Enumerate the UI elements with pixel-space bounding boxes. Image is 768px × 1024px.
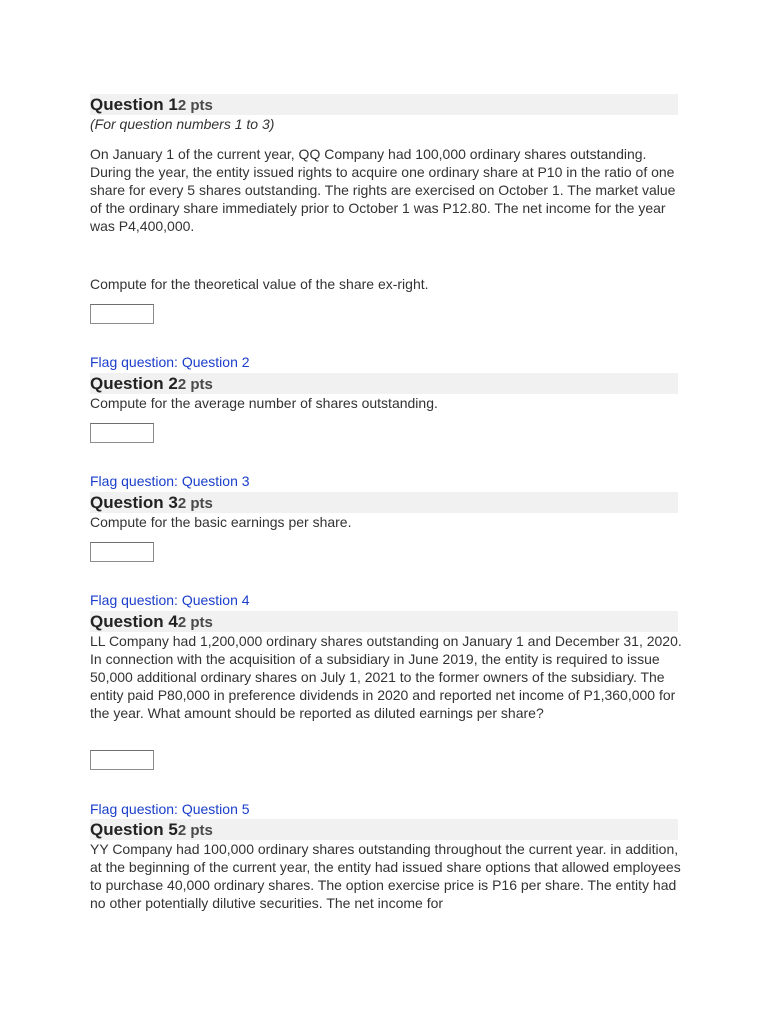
question-label: Question <box>90 820 169 839</box>
flag-question-3-link[interactable]: Flag question: Question 3 <box>90 473 250 489</box>
question-label: Question <box>90 95 169 114</box>
question-2-answer-input[interactable] <box>90 423 154 443</box>
question-points: 2 pts <box>177 376 213 393</box>
question-number: 2 <box>168 374 178 393</box>
question-points: 2 pts <box>177 822 213 839</box>
question-label: Question <box>90 612 169 631</box>
question-number: 1 <box>168 95 178 114</box>
flag-question-4-link[interactable]: Flag question: Question 4 <box>90 592 250 608</box>
question-4-header <box>90 611 678 632</box>
question-points: 2 pts <box>177 97 213 114</box>
question-1-header <box>90 94 678 115</box>
question-5-header <box>90 819 678 840</box>
question-1-text: On January 1 of the current year, QQ Company had 100,000 ordinary shares outstanding. During the year, the entity issued rights to acquire one ordinary share at P10 in the ratio of one share for every 5 shares outstanding. The rights are exercised on October 1. The market value of the ordinary share immediately prior to October 1 was P12.80. The net income for the year was P4,400,000. <box>90 146 676 234</box>
question-1-answer-input[interactable] <box>90 304 154 324</box>
question-label: Question <box>90 493 169 512</box>
question-3-answer-input[interactable] <box>90 542 154 562</box>
flag-question-5-link[interactable]: Flag question: Question 5 <box>90 801 250 817</box>
question-number: 3 <box>168 493 178 512</box>
question-4-answer-input[interactable] <box>90 750 154 770</box>
question-5-text: YY Company had 100,000 ordinary shares outstanding throughout the current year. in addition, at the beginning of the current year, the entity had issued share options that allowed employees to purchase 40,000 ordinary shares. The option exercise price is P16 per share. The entity had no other potentially dilutive securities. The net income for <box>90 841 681 911</box>
question-1-subtitle: (For question numbers 1 to 3) <box>90 116 275 132</box>
question-3-text: Compute for the basic earnings per share. <box>90 514 352 530</box>
question-points: 2 pts <box>177 614 213 631</box>
question-1-prompt: Compute for the theoretical value of the share ex-right. <box>90 276 429 292</box>
question-number: 4 <box>168 612 178 631</box>
question-2-header <box>90 373 678 394</box>
question-4-text: LL Company had 1,200,000 ordinary shares outstanding on January 1 and December 31, 2020. In connection with the acquisition of a subsidiary in June 2019, the entity is required to issue 50,000 additional ordinary shares on July 1, 2021 to the former owners of the subsidiary. The entity paid P80,000 in preference dividends in 2020 and reported net income of P1,360,000 for the year. What amount should be reported as diluted earnings per share? <box>90 633 682 721</box>
question-3-header <box>90 492 678 513</box>
question-label: Question <box>90 374 169 393</box>
question-number: 5 <box>168 820 178 839</box>
question-2-text: Compute for the average number of shares outstanding. <box>90 395 438 411</box>
question-points: 2 pts <box>177 495 213 512</box>
flag-question-2-link[interactable]: Flag question: Question 2 <box>90 354 250 370</box>
